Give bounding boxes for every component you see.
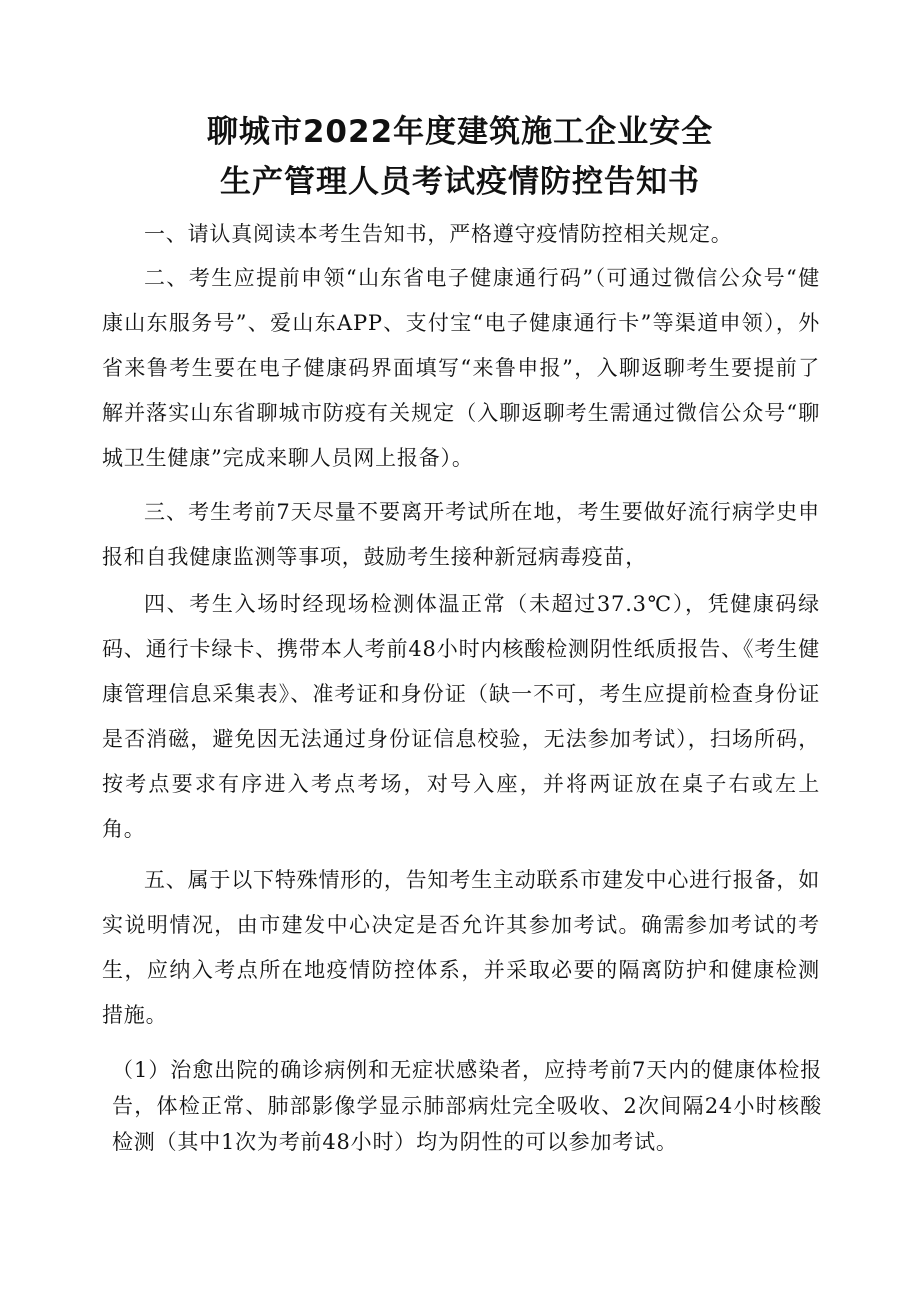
paragraph-3: 三、考生考前7天尽量不要离开考试所在地，考生要做好流行病学史申报和自我健康监测等事项，鼓励考生接种新冠病毒疫苗， <box>102 500 820 569</box>
paragraph-2: 二、考生应提前申领“山东省电子健康通行码”（可通过微信公众号“健康山东服务号”、爱山东APP、支付宝“电子健康通行卡”等渠道申领），外省来鲁考生要在电子健康码界面填写“来鲁申报”，入聊返聊考生要提前了解并落实山东省聊城市防疫有关规定（入聊返聊考生需通过微信公众号“聊城卫生健康”完成来聊人员网上报备）。 <box>102 266 820 470</box>
paragraph-4: 四、考生入场时经现场检测体温正常（未超过37.3℃），凭健康码绿码、通行卡绿卡、携带本人考前48小时内核酸检测阴性纸质报告、《考生健康管理信息采集表》、准考证和身份证（缺一不可，考生应提前检查身份证是否消磁，避免因无法通过身份证信息校验，无法参加考试），扫场所码，按考点要求有序进入考点考场，对号入座，并将两证放在桌子右或左上角。 <box>102 592 820 841</box>
document-title-line-1: 聊城市2022年度建筑施工企业安全 <box>206 114 714 150</box>
document-title-line-2: 生产管理人员考试疫情防控告知书 <box>220 164 700 200</box>
paragraph-5: 五、属于以下特殊情形的，告知考生主动联系市建发中心进行报备，如实说明情况，由市建发中心决定是否允许其参加考试。确需参加考试的考生，应纳入考点所在地疫情防控体系，并采取必要的隔离防护和健康检测措施。 <box>102 868 820 1027</box>
paragraph-1: 一、请认真阅读本考生告知书，严格遵守疫情防控相关规定。 <box>144 222 733 246</box>
paragraph-6: （1）治愈出院的确诊病例和无症状感染者，应持考前7天内的健康体检报告，体检正常、肺部影像学显示肺部病灶完全吸收、2次间隔24小时核酸检测（其中1次为考前48小时）均为阴性的可以参加考试。 <box>112 1058 822 1154</box>
